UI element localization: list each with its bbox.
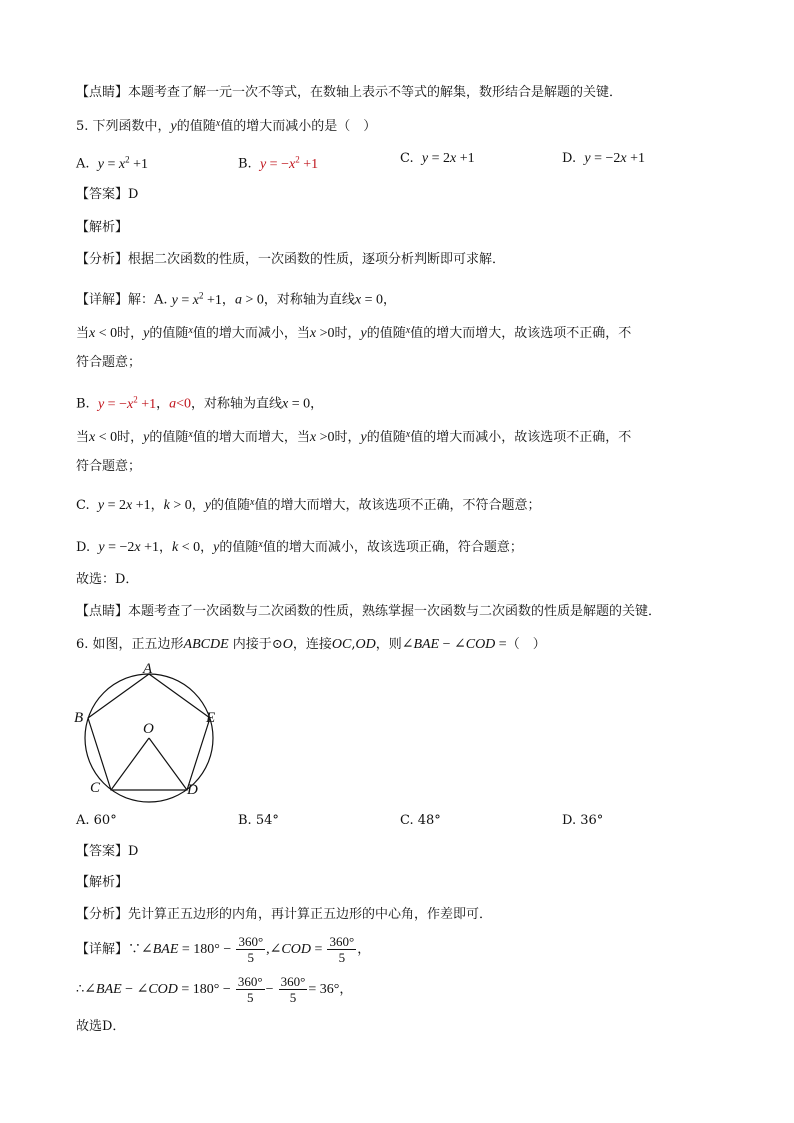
q6-option-c: C. 48° [400, 813, 441, 828]
q6-jiexi: 【解析】 [76, 875, 129, 890]
q5-stem: 5. 下列函数中，y的值随$^x$值的增大而减小的是（ ） [76, 118, 377, 134]
q5-answer: 【答案】D [76, 187, 139, 202]
q5-detail-b: B. $y = -x^2 +1$，a<0，对称轴为直线x = 0， [76, 394, 324, 412]
q5-detail-b-line3: 符合题意； [76, 459, 142, 474]
q5-option-c: C. y = 2x +1 [400, 151, 475, 166]
q6-guxuan: 故选D． [76, 1019, 126, 1034]
segment-od [149, 738, 187, 790]
q5-detail-a: 【详解】解：A. $y = x^2 +1$，a > 0，对称轴为直线x = 0， [76, 290, 396, 308]
q6-option-a: A. 60° [76, 813, 117, 828]
q6-option-b: B. 54° [238, 813, 279, 828]
q6-stem: 6. 如图，正五边形ABCDE 内接于⊙O，连接OC,OD，则∠BAE − ∠COD =（ ） [76, 637, 546, 652]
label-o: O [143, 721, 154, 737]
q5-detail-a-line3: 符合题意； [76, 355, 142, 370]
q6-fenxi: 【分析】先计算正五边形的内角，再计算正五边形的中心角，作差即可． [76, 907, 493, 922]
paragraph-dianjing-q4: 【点睛】本题考查了解一元一次不等式，在数轴上表示不等式的解集，数形结合是解题的关键． [76, 85, 623, 100]
q5-detail-a-line2: 当x < 0时，y的值随$^x$值的增大而减小，当x >0时，y的值随$^x$值的增大而增大，故该选项不正确，不 [76, 325, 632, 341]
q5-option-b: B. $y = -x^2 +1$ [238, 154, 319, 172]
label-c: C [90, 780, 101, 796]
segment-oc [111, 738, 149, 790]
label-b: B [74, 710, 84, 726]
q5-guxuan: 故选：D． [76, 572, 139, 587]
q5-dianjing: 【点睛】本题考查了一次函数与二次函数的性质，熟练掌握一次函数与二次函数的性质是解题的关键． [76, 604, 662, 619]
label-d: D [187, 782, 198, 798]
q5-detail-d: D. y = −2x +1，k < 0，y的值随$^x$值的增大而减小，故该选项正确，符合题意； [76, 539, 523, 555]
q5-detail-b-line2: 当x < 0时，y的值随$^x$值的增大而增大，当x >0时，y的值随$^x$值的增大而减小，故该选项不正确，不 [76, 429, 632, 445]
q6-detail-line2: ∴∠BAE − ∠COD = 180° − $\frac{360^\circ}{5}$ − $\frac{360^\circ}{5}$ = 36°， [76, 974, 353, 1005]
pentagon-circle-figure [72, 658, 232, 804]
q6-option-d: D. 36° [562, 813, 604, 828]
label-e: E [206, 710, 216, 726]
q5-detail-c: C. y = 2x +1，k > 0，y的值随$^x$值的增大而增大，故该选项不正确，不符合题意； [76, 497, 541, 513]
q5-jiexi: 【解析】 [76, 220, 129, 235]
q6-answer: 【答案】D [76, 844, 139, 859]
q5-option-a: A. $y = x^2 +1$ [76, 154, 149, 172]
q5-option-d: D. y = −2x +1 [562, 151, 645, 166]
q6-detail-line1: 【详解】∵∠BAE = 180° − $\frac{360^\circ}{5}$ ,∠COD = $\frac{360^\circ}{5}$ ， [76, 934, 371, 965]
label-a: A [143, 661, 153, 677]
q5-fenxi: 【分析】根据二次函数的性质，一次函数的性质，逐项分析判断即可求解． [76, 252, 506, 267]
